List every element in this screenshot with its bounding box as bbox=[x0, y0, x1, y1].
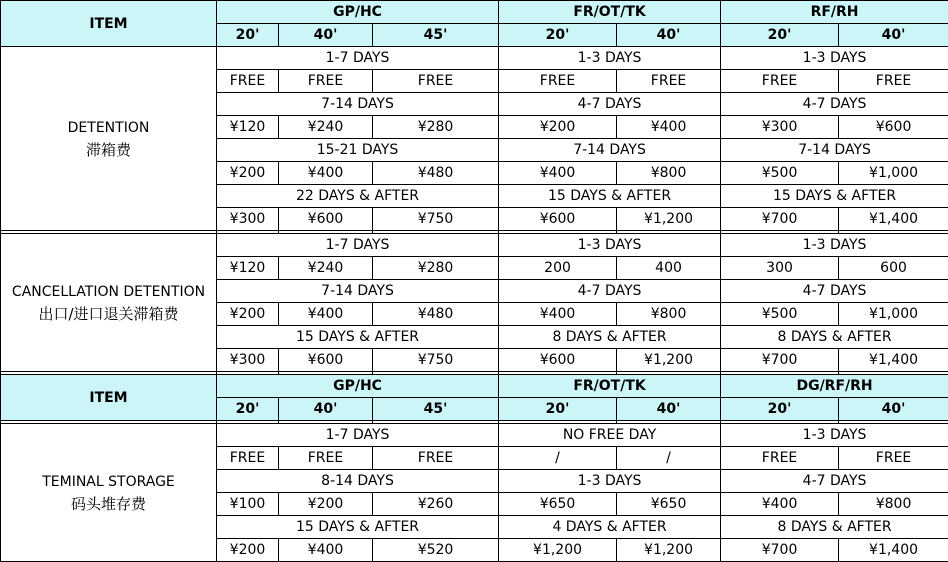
size-header: 40' bbox=[617, 398, 721, 421]
value-cell: ¥100 bbox=[217, 493, 279, 516]
period-cell: 1-3 DAYS bbox=[721, 424, 948, 447]
group-header: FR/OT/TK bbox=[499, 1, 721, 24]
value-cell: ¥400 bbox=[279, 539, 373, 562]
value-cell: ¥480 bbox=[373, 162, 499, 185]
period-cell: 7-14 DAYS bbox=[499, 139, 721, 162]
value-cell: ¥800 bbox=[617, 303, 721, 326]
size-header: 40' bbox=[839, 24, 948, 47]
group-header: GP/HC bbox=[217, 1, 499, 24]
value-cell: / bbox=[617, 447, 721, 470]
value-cell: ¥300 bbox=[217, 208, 279, 231]
period-cell: 1-7 DAYS bbox=[217, 234, 499, 257]
period-cell: 8 DAYS & AFTER bbox=[721, 326, 948, 349]
period-cell: 15 DAYS & AFTER bbox=[217, 326, 499, 349]
value-cell: ¥750 bbox=[373, 349, 499, 372]
size-header: 45' bbox=[373, 398, 499, 421]
value-cell: ¥400 bbox=[279, 162, 373, 185]
period-cell: 1-3 DAYS bbox=[721, 47, 948, 70]
group-header: RF/RH bbox=[721, 1, 948, 24]
value-cell: ¥1,400 bbox=[839, 539, 948, 562]
period-row bbox=[1, 47, 948, 70]
period-cell: 7-14 DAYS bbox=[721, 139, 948, 162]
value-cell: 600 bbox=[839, 257, 948, 280]
value-cell: ¥240 bbox=[279, 116, 373, 139]
period-cell: 15 DAYS & AFTER bbox=[499, 185, 721, 208]
value-cell: ¥400 bbox=[499, 162, 617, 185]
value-cell: FREE bbox=[839, 70, 948, 93]
period-cell: 8-14 DAYS bbox=[217, 470, 499, 493]
section-label bbox=[1, 234, 217, 372]
period-cell: 4-7 DAYS bbox=[721, 470, 948, 493]
period-cell: 1-3 DAYS bbox=[499, 470, 721, 493]
value-cell: ¥200 bbox=[217, 303, 279, 326]
value-cell: ¥1,000 bbox=[839, 303, 948, 326]
value-cell: ¥750 bbox=[373, 208, 499, 231]
section-label-en: DETENTION bbox=[68, 120, 150, 136]
item-header: ITEM bbox=[1, 1, 217, 47]
size-header: 20' bbox=[721, 398, 839, 421]
section-label-en: CANCELLATION DETENTION bbox=[12, 284, 205, 300]
value-cell: ¥600 bbox=[839, 116, 948, 139]
period-cell: 4 DAYS & AFTER bbox=[499, 516, 721, 539]
period-cell: 1-7 DAYS bbox=[217, 47, 499, 70]
period-cell: 15 DAYS & AFTER bbox=[217, 516, 499, 539]
value-cell: ¥1,000 bbox=[839, 162, 948, 185]
value-cell: FREE bbox=[279, 70, 373, 93]
value-cell: ¥280 bbox=[373, 257, 499, 280]
value-cell: 400 bbox=[617, 257, 721, 280]
value-cell: ¥400 bbox=[499, 303, 617, 326]
value-cell: / bbox=[499, 447, 617, 470]
header-row bbox=[1, 1, 948, 24]
value-cell: ¥700 bbox=[721, 208, 839, 231]
value-cell: ¥700 bbox=[721, 539, 839, 562]
value-cell: ¥650 bbox=[617, 493, 721, 516]
period-cell: 7-14 DAYS bbox=[217, 93, 499, 116]
period-cell: NO FREE DAY bbox=[499, 424, 721, 447]
value-cell: ¥700 bbox=[721, 349, 839, 372]
value-cell: ¥200 bbox=[499, 116, 617, 139]
value-cell: FREE bbox=[839, 447, 948, 470]
value-cell: ¥600 bbox=[499, 349, 617, 372]
value-cell: ¥600 bbox=[279, 349, 373, 372]
period-cell: 4-7 DAYS bbox=[721, 280, 948, 303]
item-header: ITEM bbox=[1, 375, 217, 421]
period-row bbox=[1, 234, 948, 257]
section-label-en: TEMINAL STORAGE bbox=[42, 474, 175, 490]
section-label-cn: 码头堆存费 bbox=[1, 493, 216, 515]
size-header: 40' bbox=[279, 24, 373, 47]
period-cell: 1-3 DAYS bbox=[721, 234, 948, 257]
period-cell: 15-21 DAYS bbox=[217, 139, 499, 162]
value-cell: ¥240 bbox=[279, 257, 373, 280]
value-cell: ¥1,400 bbox=[839, 208, 948, 231]
period-cell: 7-14 DAYS bbox=[217, 280, 499, 303]
period-cell: 1-3 DAYS bbox=[499, 234, 721, 257]
section-label bbox=[1, 47, 217, 231]
size-header: 45' bbox=[373, 24, 499, 47]
period-row bbox=[1, 424, 948, 447]
value-cell: ¥1,200 bbox=[617, 349, 721, 372]
value-cell: ¥480 bbox=[373, 303, 499, 326]
value-cell: FREE bbox=[217, 70, 279, 93]
value-cell: ¥280 bbox=[373, 116, 499, 139]
value-cell: FREE bbox=[217, 447, 279, 470]
group-header: DG/RF/RH bbox=[721, 375, 948, 398]
value-cell: ¥1,200 bbox=[617, 539, 721, 562]
value-cell: ¥600 bbox=[499, 208, 617, 231]
value-cell: ¥500 bbox=[721, 162, 839, 185]
value-cell: FREE bbox=[373, 70, 499, 93]
value-cell: ¥400 bbox=[617, 116, 721, 139]
group-header: FR/OT/TK bbox=[499, 375, 721, 398]
period-cell: 22 DAYS & AFTER bbox=[217, 185, 499, 208]
section-label bbox=[1, 424, 217, 562]
value-cell: FREE bbox=[373, 447, 499, 470]
value-cell: ¥300 bbox=[217, 349, 279, 372]
value-cell: FREE bbox=[279, 447, 373, 470]
size-header: 40' bbox=[839, 398, 948, 421]
value-cell: FREE bbox=[499, 70, 617, 93]
period-cell: 8 DAYS & AFTER bbox=[721, 516, 948, 539]
value-cell: ¥120 bbox=[217, 116, 279, 139]
size-header: 40' bbox=[279, 398, 373, 421]
value-cell: 200 bbox=[499, 257, 617, 280]
group-header: GP/HC bbox=[217, 375, 499, 398]
period-cell: 4-7 DAYS bbox=[721, 93, 948, 116]
value-cell: FREE bbox=[721, 70, 839, 93]
period-cell: 15 DAYS & AFTER bbox=[721, 185, 948, 208]
value-cell: ¥120 bbox=[217, 257, 279, 280]
value-cell: ¥800 bbox=[839, 493, 948, 516]
value-cell: ¥520 bbox=[373, 539, 499, 562]
value-cell: ¥650 bbox=[499, 493, 617, 516]
period-cell: 8 DAYS & AFTER bbox=[499, 326, 721, 349]
value-cell: FREE bbox=[617, 70, 721, 93]
period-cell: 1-7 DAYS bbox=[217, 424, 499, 447]
value-cell: ¥800 bbox=[617, 162, 721, 185]
size-header: 20' bbox=[499, 398, 617, 421]
value-cell: ¥400 bbox=[279, 303, 373, 326]
section-label-cn: 滞箱费 bbox=[1, 139, 216, 161]
value-cell: ¥200 bbox=[217, 162, 279, 185]
value-cell: ¥400 bbox=[721, 493, 839, 516]
size-header: 20' bbox=[721, 24, 839, 47]
value-cell: ¥200 bbox=[217, 539, 279, 562]
section-label-cn: 出口/进口退关滞箱费 bbox=[1, 303, 216, 325]
value-cell: ¥260 bbox=[373, 493, 499, 516]
value-cell: ¥300 bbox=[721, 116, 839, 139]
value-cell: ¥1,200 bbox=[617, 208, 721, 231]
size-header: 40' bbox=[617, 24, 721, 47]
size-header: 20' bbox=[499, 24, 617, 47]
value-cell: 300 bbox=[721, 257, 839, 280]
value-cell: ¥600 bbox=[279, 208, 373, 231]
size-header: 20' bbox=[217, 24, 279, 47]
value-cell: ¥1,200 bbox=[499, 539, 617, 562]
period-cell: 4-7 DAYS bbox=[499, 93, 721, 116]
header-row bbox=[1, 375, 948, 398]
value-cell: ¥500 bbox=[721, 303, 839, 326]
value-cell: ¥1,400 bbox=[839, 349, 948, 372]
size-header: 20' bbox=[217, 398, 279, 421]
value-cell: ¥200 bbox=[279, 493, 373, 516]
period-cell: 1-3 DAYS bbox=[499, 47, 721, 70]
period-cell: 4-7 DAYS bbox=[499, 280, 721, 303]
value-cell: FREE bbox=[721, 447, 839, 470]
